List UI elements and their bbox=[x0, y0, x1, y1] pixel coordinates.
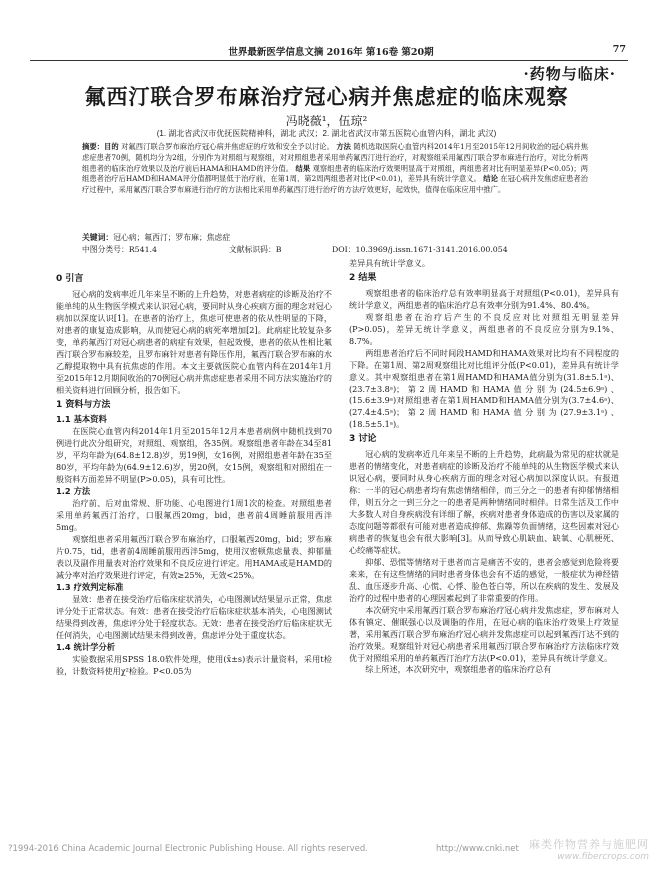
clc-number: 中图分类号：R541.4 bbox=[82, 245, 157, 254]
watermark-url: www.fibercrops.com bbox=[557, 852, 649, 862]
footer-link[interactable]: http://www.cnki.net bbox=[436, 844, 519, 854]
paragraph: 实验数据采用SPSS 18.0软件处理，使用(x̄±s)表示计量资料，采用t检验，计数资料使用χ²检验。P<0.05为 bbox=[56, 653, 332, 676]
watermark-name: 麻类作物营养与施肥网 bbox=[529, 838, 649, 851]
paragraph-continuation: 差异具有统计学意义。 bbox=[349, 258, 430, 268]
document-code: 文献标识码：B bbox=[229, 245, 282, 254]
abstract-results: 观察组患者的临床治疗效果明显高于对照组，两组患者对比有明显差异(P<0.05)；两组患者治疗后HAMD和HAMA评分值都明显低于治疗前，在第1周、第2周两组患者对比(P<0.01)，差异具有统计学意义。 bbox=[82, 163, 588, 184]
paragraph: 在医院心血管内科2014年1月至2015年12月本患者病例中随机找到70例进行此次分组研究，对照组、观察组，各35例。观察组患者年龄在34至81岁，平均年龄为(64.8±12.8)岁，男19例，女16例，对照组患者年龄在35至80岁，平均年龄为(64.9±12.6)岁，男20例，女15例，观察组和对照组在一般资料方面差异不明显(P>0.05)，具有可比性。 bbox=[56, 426, 332, 485]
paragraph: 冠心病的发病率近几年来呈不断的上升趋势，对患者病症的诊断及治疗不能单纯的从生物医学模式来认识冠心病，要同时从身心疾病方面的理念对冠心病加以深度认识[1]。在患者的治疗上，焦虑可使患者的依从性明显的下降，对患者的康复造成影响，从而使冠心病的病死率增加[2]。此病症比较复杂多变，单药氟西汀对冠心病患者的病症有效果，但起效慢，患者的依从性相比氟西汀联合罗布麻较差，且罗布麻针对患者有降压作用，氟西汀联合罗布麻的水乙醇提取物中具有抗焦虑的作用。本文主要就医院心血管内科在2014年1月至2015年12月期间收治的70例冠心病并焦虑症患者采用不同方法实施治疗的相关资料进行回顾分析，报告如下。 bbox=[56, 288, 332, 395]
subsection-heading: 1.2 方法 bbox=[56, 486, 91, 497]
journal-info: 世界最新医学信息文摘 2016年 第16卷 第20期 bbox=[228, 47, 434, 58]
abstract-label: 摘要： bbox=[82, 142, 105, 151]
abstract-objective: 对氟西汀联合罗布麻治疗冠心病并焦虑症的疗效和安全予以讨论。 bbox=[121, 142, 334, 151]
section-heading: 1 资料与方法 bbox=[56, 399, 111, 410]
paragraph: 综上所述，本次研究中，观察组患者的临床治疗总有 bbox=[365, 664, 552, 675]
abstract-conclusion: 在冠心病并发焦虑症患者治疗过程中，采用氟西汀联合罗布麻进行治疗的方法相比采用单药氟西汀进行治疗的方法疗效更好，起效快，值得在临床应用中推广。 bbox=[82, 174, 589, 195]
subsection-heading: 1.4 统计学分析 bbox=[56, 641, 116, 652]
paragraph: 观察组患者在治疗后产生的不良反应对比对照组无明显差异(P>0.05)，差异无统计学意义，两组患者的不良反应分别为9.1%、8.7%。 bbox=[349, 311, 619, 346]
section-heading: 3 讨论 bbox=[349, 434, 377, 445]
doi: DOI：10.3969/j.issn.1671-3141.2016.00.054 bbox=[332, 245, 508, 254]
footer bbox=[8, 844, 548, 854]
paragraph: 显效：患者在接受治疗后临床症状消失，心电图测试结果显示正常，焦虑评分处于正常状态。有效：患者在接受治疗后临床症状基本消失，心电图测试结果得到改善，焦虑评分处于轻度状态。无效：患者在接受治疗后临床症状无任何消失，心电图测试结果未得到改善，焦虑评分处于重度状态。 bbox=[56, 593, 332, 640]
objective-label: 目的 bbox=[104, 142, 119, 151]
subsection-heading: 1.1 基本资料 bbox=[56, 414, 107, 425]
paragraph: 观察组患者的临床治疗总有效率明显高于对照组(P<0.01)，差异具有统计学意义，两组患者的临床治疗总有效率分别为91.4%、80.4%。 bbox=[349, 287, 619, 310]
paragraph: 本次研究中采用氟西汀联合罗布麻治疗冠心病并发焦虑症，罗布麻对人体有镇定、催眠强心以及调脂的作用，在冠心病的临床治疗效果上疗效显著，采用氟西汀联合罗布麻治疗冠心病并发焦虑症可以起到氟西汀达不到的治疗效果。观察组针对冠心病患者采用氟西汀联合罗布麻治疗方法临床疗效优于对照组采用的单药氟西汀治疗方法(P<0.01)，差异具有统计学意义。 bbox=[349, 604, 619, 663]
paragraph: 抑郁、恐慌等情绪对于患者而言是痛苦不安的，患者会感觉到危险将要来来，在有这些情绪的同时患者身体也会有不适的感觉，一般症状为神经错乱、血压逐步升高、心慌、心悸、脸色苍白等，所以在疾病的发生、发展及治疗的过程中患者的心理因素起到了非常重要的作用。 bbox=[349, 556, 619, 603]
paragraph: 冠心病的发病率近几年来呈不断的上升趋势，此病最为常见的症状就是患者的情绪变化，对患者病症的诊断及治疗不能单纯的从生物医学模式来认识冠心病，要同时从身心疾病方面的理念对冠心病加以深度认识。有报道称：一半的冠心病患者均有焦虑情绪相伴，而三分之一的患者有抑郁情绪相伴，则五分之一到三分之一的患者是两种情绪同时相伴。日常生活及工作中大多数人对自身疾病没有详细了解，疾病对患者身体造成的伤害以及家属的态度问题等都很有可能对患者造成抑郁、焦躁等负面情绪，这些因素对冠心病患者的恢复也会有很大影响[3]。从而导致心肌缺血、缺氧、心肌梗死、心绞痛等症状。 bbox=[349, 449, 619, 555]
left-column bbox=[56, 271, 332, 677]
conclusion-label: 结论 bbox=[483, 174, 498, 184]
article-title: 氟西汀联合罗布麻治疗冠心病并焦虑症的临床观察 bbox=[84, 85, 569, 109]
copyright: ?1994-2016 China Academic Journal Electronic Publishing House. All rights reserved. bbox=[8, 844, 368, 854]
abstract-methods: 随机选取医院心血管内科2014年1月至2015年12月间收治的冠心病并焦虑症患者70例，随机均分为2组，分别作为对照组与观察组，对对照组患者采用单药氟西汀进行治疗，对观察组采用氟西汀联合罗布麻进行治疗，对比分析两组患者的临床治疗效果以及治疗前后HAMA和HAMD的评分值。 bbox=[82, 142, 589, 173]
methods-label: 方法 bbox=[336, 142, 351, 151]
keywords bbox=[82, 232, 588, 243]
paragraph: 治疗前、后对血常规、肝功能、心电图进行1周1次的检查。对照组患者采用单药氟西汀治疗，口服氟西20mg，bid，患者前4周睡前服用西泮5mg。 bbox=[56, 498, 332, 533]
header-rule bbox=[30, 60, 628, 61]
watermark bbox=[529, 836, 649, 862]
authors: 冯晓薇¹，伍琼² bbox=[285, 114, 368, 128]
section-heading: 2 结果 bbox=[349, 272, 377, 283]
page-number: 77 bbox=[612, 44, 626, 55]
section-heading: 0 引言 bbox=[56, 274, 84, 284]
paragraph: 观察组患者采用氟西汀联合罗布麻治疗，口服氟西20mg，bid；罗布麻片0.75，tid，患者前4周睡前服用西泮5mg，使用汉密顿焦虑量表、抑郁量表以及副作用量表对治疗效果和不良反应进行评定。用HAMA或是HAMD的减分率对治疗效果进行评定，有效≥25%，无效<25%。 bbox=[56, 534, 332, 580]
keywords-text: 冠心病；氟西汀；罗布麻；焦虑症 bbox=[113, 233, 231, 242]
section-tag: ·药物与临床· bbox=[523, 65, 616, 83]
results-label: 结果 bbox=[295, 163, 311, 173]
affiliations: (1. 湖北省武汉市优抚医院精神科，湖北 武汉；2. 湖北省武汉市第五医院心血管内科，湖北 武汉) bbox=[156, 129, 497, 138]
right-column bbox=[349, 258, 619, 676]
subsection-heading: 1.3 疗效判定标准 bbox=[56, 581, 124, 592]
abstract bbox=[82, 142, 588, 196]
paragraph: 两组患者治疗后不同时间段HAMD和HAMA效果对比均有不同程度的下降。在第1周、第2周观察组比对比组评分低(P<0.01)，差异具有统计学意义。其中观察组患者在第1周HAMD和HAMA值分别为(31.8±5.1ᵃ)、(23.7±3.8ᵃ)；第2周HAMD和HAMA值分别为(24.5±6.9ᵃ)、(15.6±3.9ᵃ)对照组患者在第1周HAMD和HAMA值分别为(3.7±4.6ᵃ)、(27.4±4.5ᵃ)；第2周HAMD和HAMA值分别为(27.9±3.1ᵃ)、(18.5±5.1ᵃ)。 bbox=[349, 347, 619, 430]
keywords-label: 关键词： bbox=[82, 233, 114, 242]
